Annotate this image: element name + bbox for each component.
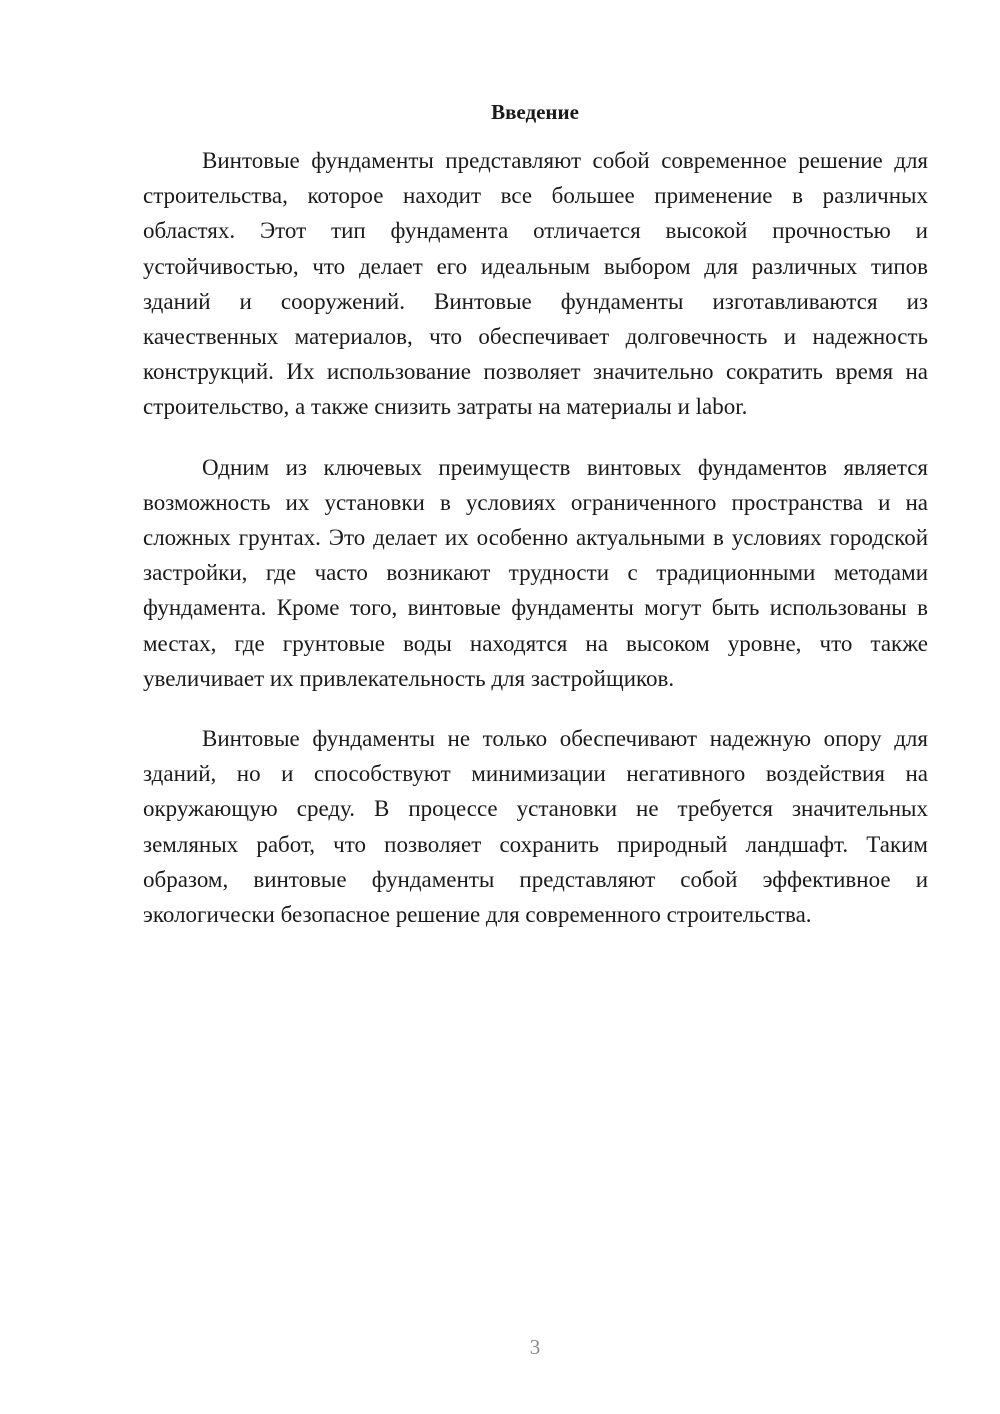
- paragraph-1: Винтовые фундаменты представляют собой современное решение для строительства, которое находит все большее применение в различных областях. Этот тип фундамента отличается высокой прочностью и устойчивостью, что делает его идеальным выбором для различных типов зданий и сооружений. Винтовые фундаменты изготавливаются из качественных материалов, что обеспечивает долговечность и надежность конструкций. Их использование позволяет значительно сократить время на строительство, а также снизить затраты на материалы и labor.: [143, 148, 928, 420]
- paragraph-3: Винтовые фундаменты не только обеспечивают надежную опору для зданий, но и способствуют минимизации негативного воздействия на окружающую среду. В процессе установки не требуется значительных земляных работ, что позволяет сохранить природный ландшафт. Таким образом, винтовые фундаменты представляют собой эффективное и экологически безопасное решение для современного строительства.: [143, 726, 928, 928]
- paragraph-2: Одним из ключевых преимуществ винтовых фундаментов является возможность их установки в условиях ограниченного пространства и на сложных грунтах. Это делает их особенно актуальными в условиях городской застройки, где часто возникают трудности с традиционными методами фундамента. Кроме того, винтовые фундаменты могут быть использованы в местах, где грунтовые воды находятся на высоком уровне, что также увеличивает их привлекательность для застройщиков.: [143, 454, 928, 691]
- body-text: [143, 143, 928, 957]
- page-number: 3: [529, 1335, 541, 1359]
- page-title: Введение: [491, 100, 579, 124]
